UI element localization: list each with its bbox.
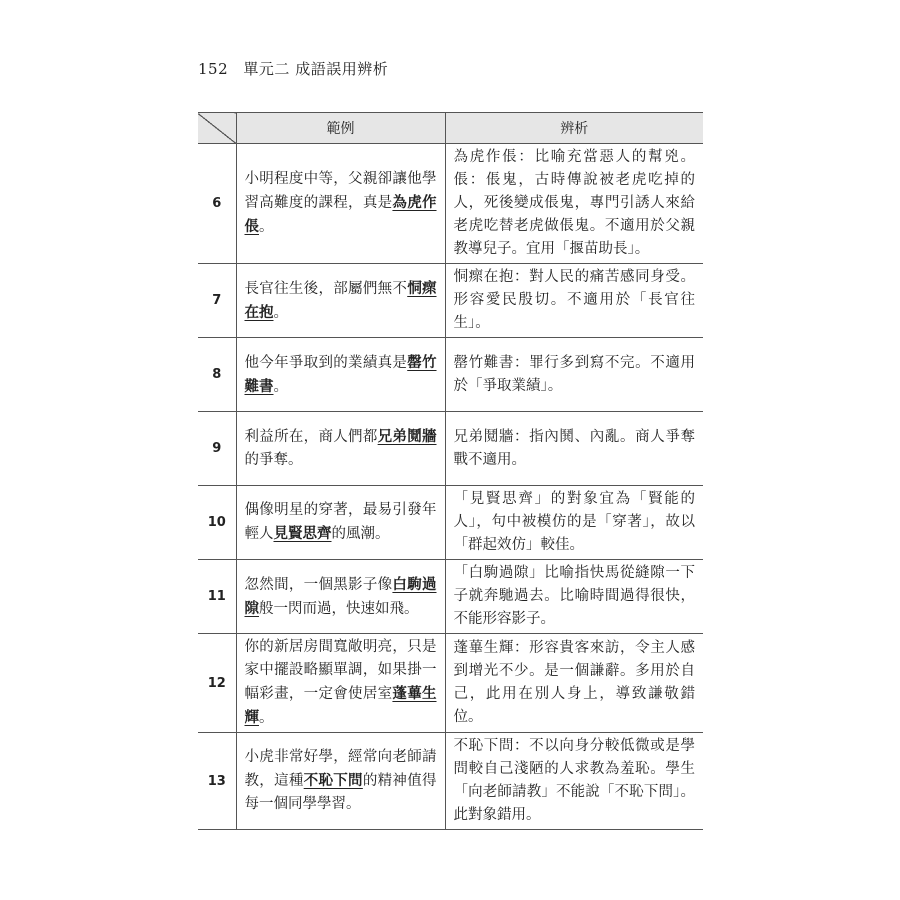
- example-cell: [236, 634, 445, 733]
- example-cell: [236, 144, 445, 264]
- example-text: 小明程度中等，父親卻讓他學習高難度的課程，真是: [244, 171, 437, 211]
- example-cell: [236, 486, 445, 560]
- idiom-highlight: 兄弟鬩牆: [377, 428, 437, 445]
- table-row: [198, 264, 703, 338]
- example-cell: [236, 338, 445, 412]
- row-number: 9: [198, 412, 236, 486]
- idiom-table: [198, 112, 703, 830]
- analysis-cell: 為虎作倀：比喻充當惡人的幫兇。倀：倀鬼，古時傳說被老虎吃掉的人，死後變成倀鬼，專門引誘人來給老虎吃替老虎做倀鬼。不適用於父親教導兒子。宜用「揠苗助長」。: [445, 144, 703, 264]
- example-text: 般一閃而過，快速如飛。: [259, 600, 419, 617]
- example-cell: [236, 412, 445, 486]
- corner-cell: [198, 113, 236, 144]
- table-row: [198, 560, 703, 634]
- table-header-row: [198, 113, 703, 144]
- analysis-cell: 兄弟鬩牆：指內鬨、內亂。商人爭奪戰不適用。: [445, 412, 703, 486]
- row-number: 11: [198, 560, 236, 634]
- example-text: 利益所在，商人們都: [244, 429, 378, 445]
- column-header-example: 範例: [236, 113, 445, 144]
- example-text: 長官往生後，部屬們無不: [244, 280, 408, 297]
- row-number: 8: [198, 338, 236, 412]
- idiom-highlight: 白駒過隙: [244, 575, 437, 617]
- row-number: 6: [198, 144, 236, 264]
- analysis-cell: 蓬蓽生輝：形容貴客來訪，令主人感到增光不少。是一個謙辭。多用於自己，此用在別人身上，導致謙敬錯位。: [445, 634, 703, 733]
- idiom-highlight: 罄竹難書: [244, 353, 437, 395]
- analysis-cell: 罄竹難書：罪行多到寫不完。不適用於「爭取業績」。: [445, 338, 703, 412]
- example-cell: [236, 560, 445, 634]
- example-text: 他今年爭取到的業績真是: [244, 354, 408, 371]
- analysis-cell: 不恥下問：不以向身分較低微或是學問較自己淺陋的人求教為羞恥。學生「向老師請教」不能說「不恥下問」。此對象錯用。: [445, 733, 703, 830]
- example-text: 的風潮。: [331, 526, 390, 542]
- analysis-cell: 恫瘝在抱：對人民的痛苦感同身受。形容愛民殷切。不適用於「長官往生」。: [445, 264, 703, 338]
- table-row: [198, 338, 703, 412]
- row-number: 13: [198, 733, 236, 830]
- table-row: [198, 144, 703, 264]
- example-text: 小虎非常好學，經常向老師請教，這種: [244, 749, 437, 789]
- example-text: 你的新居房間寬敞明亮，只是家中擺設略顯單調，如果掛一幅彩畫，一定會使居室: [244, 639, 437, 702]
- example-text: 。: [273, 304, 288, 321]
- example-cell: [236, 264, 445, 338]
- idiom-highlight: 為虎作倀: [244, 194, 437, 235]
- idiom-highlight: 恫瘝在抱: [244, 279, 437, 321]
- table-row: [198, 733, 703, 830]
- analysis-cell: 「白駒過隙」比喻指快馬從縫隙一下子就奔馳過去。比喻時間過得很快，不能形容影子。: [445, 560, 703, 634]
- idiom-highlight: 不恥下問: [303, 772, 363, 789]
- column-header-analysis: 辨析: [445, 113, 703, 144]
- row-number: 10: [198, 486, 236, 560]
- table-row: [198, 486, 703, 560]
- chapter-title: 單元二 成語誤用辨析: [243, 60, 389, 78]
- example-text: 的精神值得每一個同學學習。: [244, 773, 437, 812]
- example-text: 偶像明星的穿著，最易引發年輕人: [244, 502, 437, 542]
- row-number: 7: [198, 264, 236, 338]
- table-row: [198, 412, 703, 486]
- table-row: [198, 634, 703, 733]
- idiom-highlight: 蓬蓽生輝: [244, 685, 437, 726]
- example-text: 。: [273, 378, 288, 395]
- example-cell: [236, 733, 445, 830]
- example-text: 。: [259, 219, 274, 235]
- example-text: 忽然間，一個黑影子像: [244, 576, 393, 593]
- row-number: 12: [198, 634, 236, 733]
- analysis-cell: 「見賢思齊」的對象宜為「賢能的人」，句中被模仿的是「穿著」，故以「群起效仿」較佳。: [445, 486, 703, 560]
- example-text: 的爭奪。: [244, 452, 303, 468]
- idiom-highlight: 見賢思齊: [273, 525, 332, 542]
- page-number: 152: [198, 60, 229, 78]
- page-header: [198, 58, 388, 79]
- example-text: 。: [259, 710, 274, 726]
